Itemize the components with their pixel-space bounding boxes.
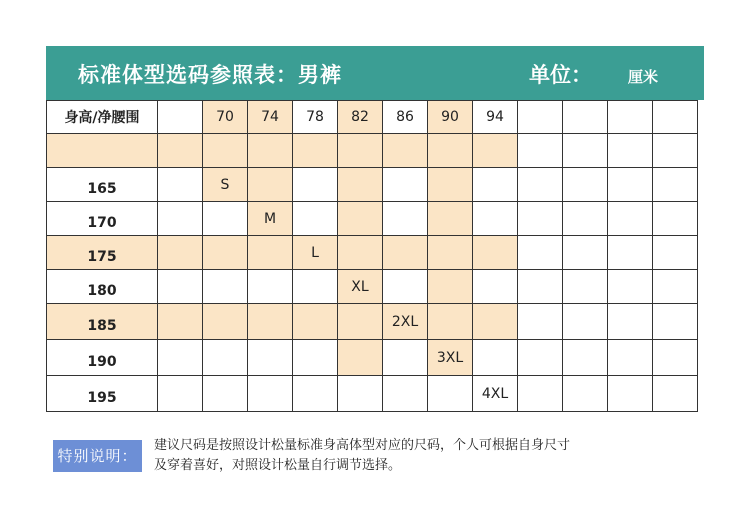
size-cell <box>428 304 473 340</box>
waist-header-cell <box>158 101 203 134</box>
size-cell <box>473 202 518 236</box>
size-cell <box>203 236 248 270</box>
size-cell <box>653 304 698 340</box>
waist-header-cell: 86 <box>383 101 428 134</box>
height-cell: 190 <box>47 340 158 376</box>
size-cell <box>563 202 608 236</box>
size-cell <box>158 134 203 168</box>
size-cell <box>518 134 563 168</box>
size-cell <box>653 236 698 270</box>
waist-header-cell: 70 <box>203 101 248 134</box>
size-cell <box>473 304 518 340</box>
size-cell <box>203 376 248 412</box>
size-cell <box>563 236 608 270</box>
size-cell <box>248 340 293 376</box>
size-cell <box>248 168 293 202</box>
size-cell <box>428 168 473 202</box>
size-cell <box>608 134 653 168</box>
size-cell <box>518 340 563 376</box>
size-cell <box>248 134 293 168</box>
size-cell <box>293 270 338 304</box>
size-cell <box>653 270 698 304</box>
size-cell: M <box>248 202 293 236</box>
note-line-1: 建议尺码是按照设计松量标准身高体型对应的尺码，个人可根据自身尺寸 <box>154 438 571 453</box>
size-cell <box>653 202 698 236</box>
size-cell <box>203 270 248 304</box>
size-cell <box>563 168 608 202</box>
unit-value: 厘米 <box>628 68 659 86</box>
size-cell <box>518 304 563 340</box>
size-cell <box>338 168 383 202</box>
special-note <box>53 436 713 476</box>
size-cell <box>338 202 383 236</box>
size-chart-table <box>46 100 698 412</box>
table-row <box>47 340 698 376</box>
size-cell <box>158 304 203 340</box>
size-cell: 4XL <box>473 376 518 412</box>
size-cell <box>473 236 518 270</box>
size-cell <box>563 270 608 304</box>
height-cell: 175 <box>47 236 158 270</box>
size-cell <box>338 376 383 412</box>
table-row <box>47 304 698 340</box>
size-cell <box>338 340 383 376</box>
table-row <box>47 134 698 168</box>
size-cell <box>608 304 653 340</box>
size-cell <box>653 340 698 376</box>
corner-label: 身高/净腰围 <box>47 101 158 134</box>
size-cell <box>428 202 473 236</box>
size-cell <box>563 376 608 412</box>
unit-label: 单位： <box>529 63 592 87</box>
size-cell <box>383 340 428 376</box>
size-cell <box>248 270 293 304</box>
size-cell <box>428 270 473 304</box>
size-cell <box>383 202 428 236</box>
table-header-bar <box>46 46 704 100</box>
waist-header-cell <box>608 101 653 134</box>
size-cell <box>203 304 248 340</box>
size-cell <box>383 168 428 202</box>
size-cell <box>158 202 203 236</box>
page-title: 标准体型选码参照表：男裤 <box>78 63 342 87</box>
size-cell <box>473 134 518 168</box>
height-cell: 195 <box>47 376 158 412</box>
size-cell <box>338 236 383 270</box>
size-cell: XL <box>338 270 383 304</box>
note-text <box>154 436 714 476</box>
height-cell: 165 <box>47 168 158 202</box>
waist-header-cell <box>653 101 698 134</box>
size-cell <box>383 134 428 168</box>
size-cell <box>248 304 293 340</box>
size-cell <box>518 236 563 270</box>
size-cell <box>518 270 563 304</box>
height-cell: 180 <box>47 270 158 304</box>
size-cell <box>248 236 293 270</box>
table-row <box>47 202 698 236</box>
waist-header-cell: 90 <box>428 101 473 134</box>
waist-header-cell: 94 <box>473 101 518 134</box>
size-cell <box>473 168 518 202</box>
waist-header-cell <box>563 101 608 134</box>
size-cell <box>608 236 653 270</box>
size-cell <box>653 168 698 202</box>
size-cell <box>608 168 653 202</box>
waist-header-cell: 82 <box>338 101 383 134</box>
size-cell <box>293 168 338 202</box>
size-cell <box>428 134 473 168</box>
size-cell <box>653 134 698 168</box>
size-cell <box>518 168 563 202</box>
size-cell <box>563 304 608 340</box>
size-cell <box>428 376 473 412</box>
size-cell <box>563 134 608 168</box>
size-cell <box>293 304 338 340</box>
size-cell <box>293 134 338 168</box>
table-row <box>47 376 698 412</box>
size-cell <box>383 376 428 412</box>
size-cell <box>158 376 203 412</box>
waist-header-cell: 74 <box>248 101 293 134</box>
waist-header-cell <box>518 101 563 134</box>
size-cell <box>608 202 653 236</box>
size-cell <box>383 270 428 304</box>
size-cell <box>518 202 563 236</box>
size-cell <box>608 340 653 376</box>
height-cell: 170 <box>47 202 158 236</box>
table-row <box>47 236 698 270</box>
size-cell <box>158 270 203 304</box>
header-row <box>47 101 698 134</box>
size-cell <box>203 202 248 236</box>
size-cell <box>293 376 338 412</box>
size-cell <box>293 202 338 236</box>
size-cell <box>158 236 203 270</box>
size-cell <box>158 168 203 202</box>
note-line-2: 及穿着喜好，对照设计松量自行调节选择。 <box>154 458 402 473</box>
size-cell <box>473 340 518 376</box>
size-cell <box>563 340 608 376</box>
size-cell: S <box>203 168 248 202</box>
size-cell <box>428 236 473 270</box>
size-cell: 2XL <box>383 304 428 340</box>
height-cell: 185 <box>47 304 158 340</box>
size-cell <box>608 270 653 304</box>
size-cell <box>203 340 248 376</box>
size-cell <box>338 134 383 168</box>
size-cell <box>203 134 248 168</box>
table-row <box>47 270 698 304</box>
size-cell <box>473 270 518 304</box>
size-cell <box>653 376 698 412</box>
size-cell <box>338 304 383 340</box>
waist-header-cell: 78 <box>293 101 338 134</box>
size-cell <box>248 376 293 412</box>
size-cell <box>518 376 563 412</box>
size-cell <box>158 340 203 376</box>
size-cell <box>383 236 428 270</box>
table-row <box>47 168 698 202</box>
size-cell: 3XL <box>428 340 473 376</box>
height-cell <box>47 134 158 168</box>
size-cell: L <box>293 236 338 270</box>
size-cell <box>293 340 338 376</box>
note-badge: 特别说明： <box>53 440 142 472</box>
size-cell <box>608 376 653 412</box>
